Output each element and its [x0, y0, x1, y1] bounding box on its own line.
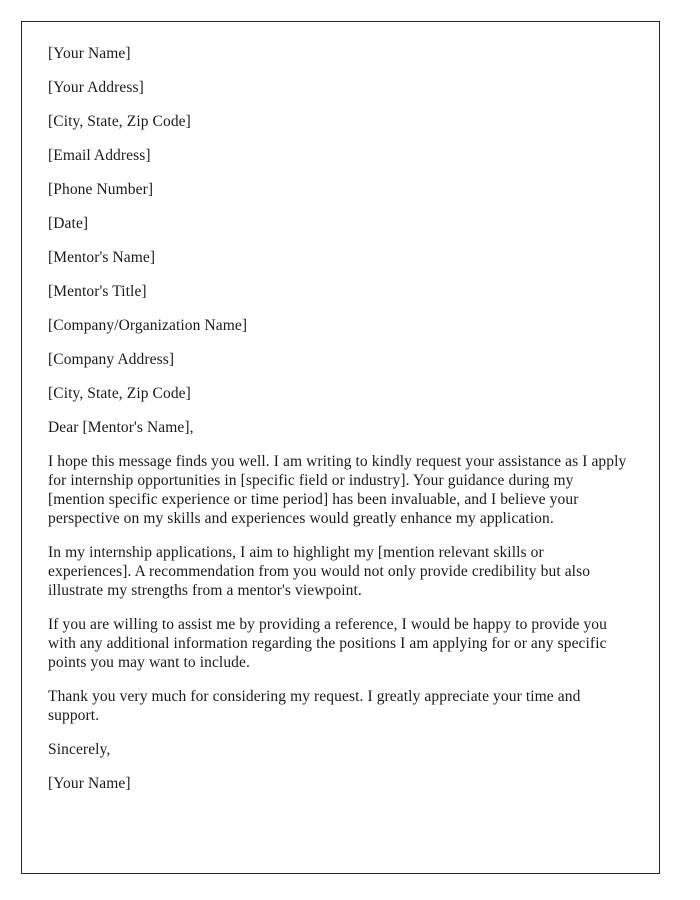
company-city-state-zip-line: [City, State, Zip Code]: [48, 385, 191, 402]
company-address-line: [Company Address]: [48, 351, 175, 368]
sender-name-line: [Your Name]: [48, 45, 131, 62]
paragraph-highlight-skills: In my internship applications, I aim to highlight my [mention relevant skills or experiences]. A recommendation from you would not only provide credibility but also illustrate my strengths from a mentor's viewpoint.: [48, 544, 591, 599]
sender-address-line: [Your Address]: [48, 79, 144, 96]
letter-body: [48, 418, 629, 793]
mentor-title-line: [Mentor's Title]: [48, 283, 147, 300]
signature-name: [Your Name]: [48, 775, 131, 792]
salutation: Dear [Mentor's Name],: [48, 419, 194, 436]
paragraph-additional-info: If you are willing to assist me by providing a reference, I would be happy to provide you with any additional information regarding the positions I am applying for or any specific points you may want to include.: [48, 616, 608, 671]
paragraph-request-assistance: I hope this message finds you well. I am writing to kindly request your assistance as I apply for internship opportunities in [specific field or industry]. Your guidance during my [mention specific experience or time period] has been invaluable, and I believe your perspective on my skills and experiences would greatly enhance my application.: [48, 453, 627, 527]
letter-header: [48, 44, 629, 403]
company-name-line: [Company/Organization Name]: [48, 317, 248, 334]
sender-city-state-zip-line: [City, State, Zip Code]: [48, 113, 191, 130]
sender-email-line: [Email Address]: [48, 147, 151, 164]
paragraph-thank-you: Thank you very much for considering my request. I greatly appreciate your time and support.: [48, 688, 581, 724]
letter-page: [21, 21, 660, 874]
closing: Sincerely,: [48, 741, 111, 758]
mentor-name-line: [Mentor's Name]: [48, 249, 156, 266]
date-line: [Date]: [48, 215, 89, 232]
sender-phone-line: [Phone Number]: [48, 181, 154, 198]
